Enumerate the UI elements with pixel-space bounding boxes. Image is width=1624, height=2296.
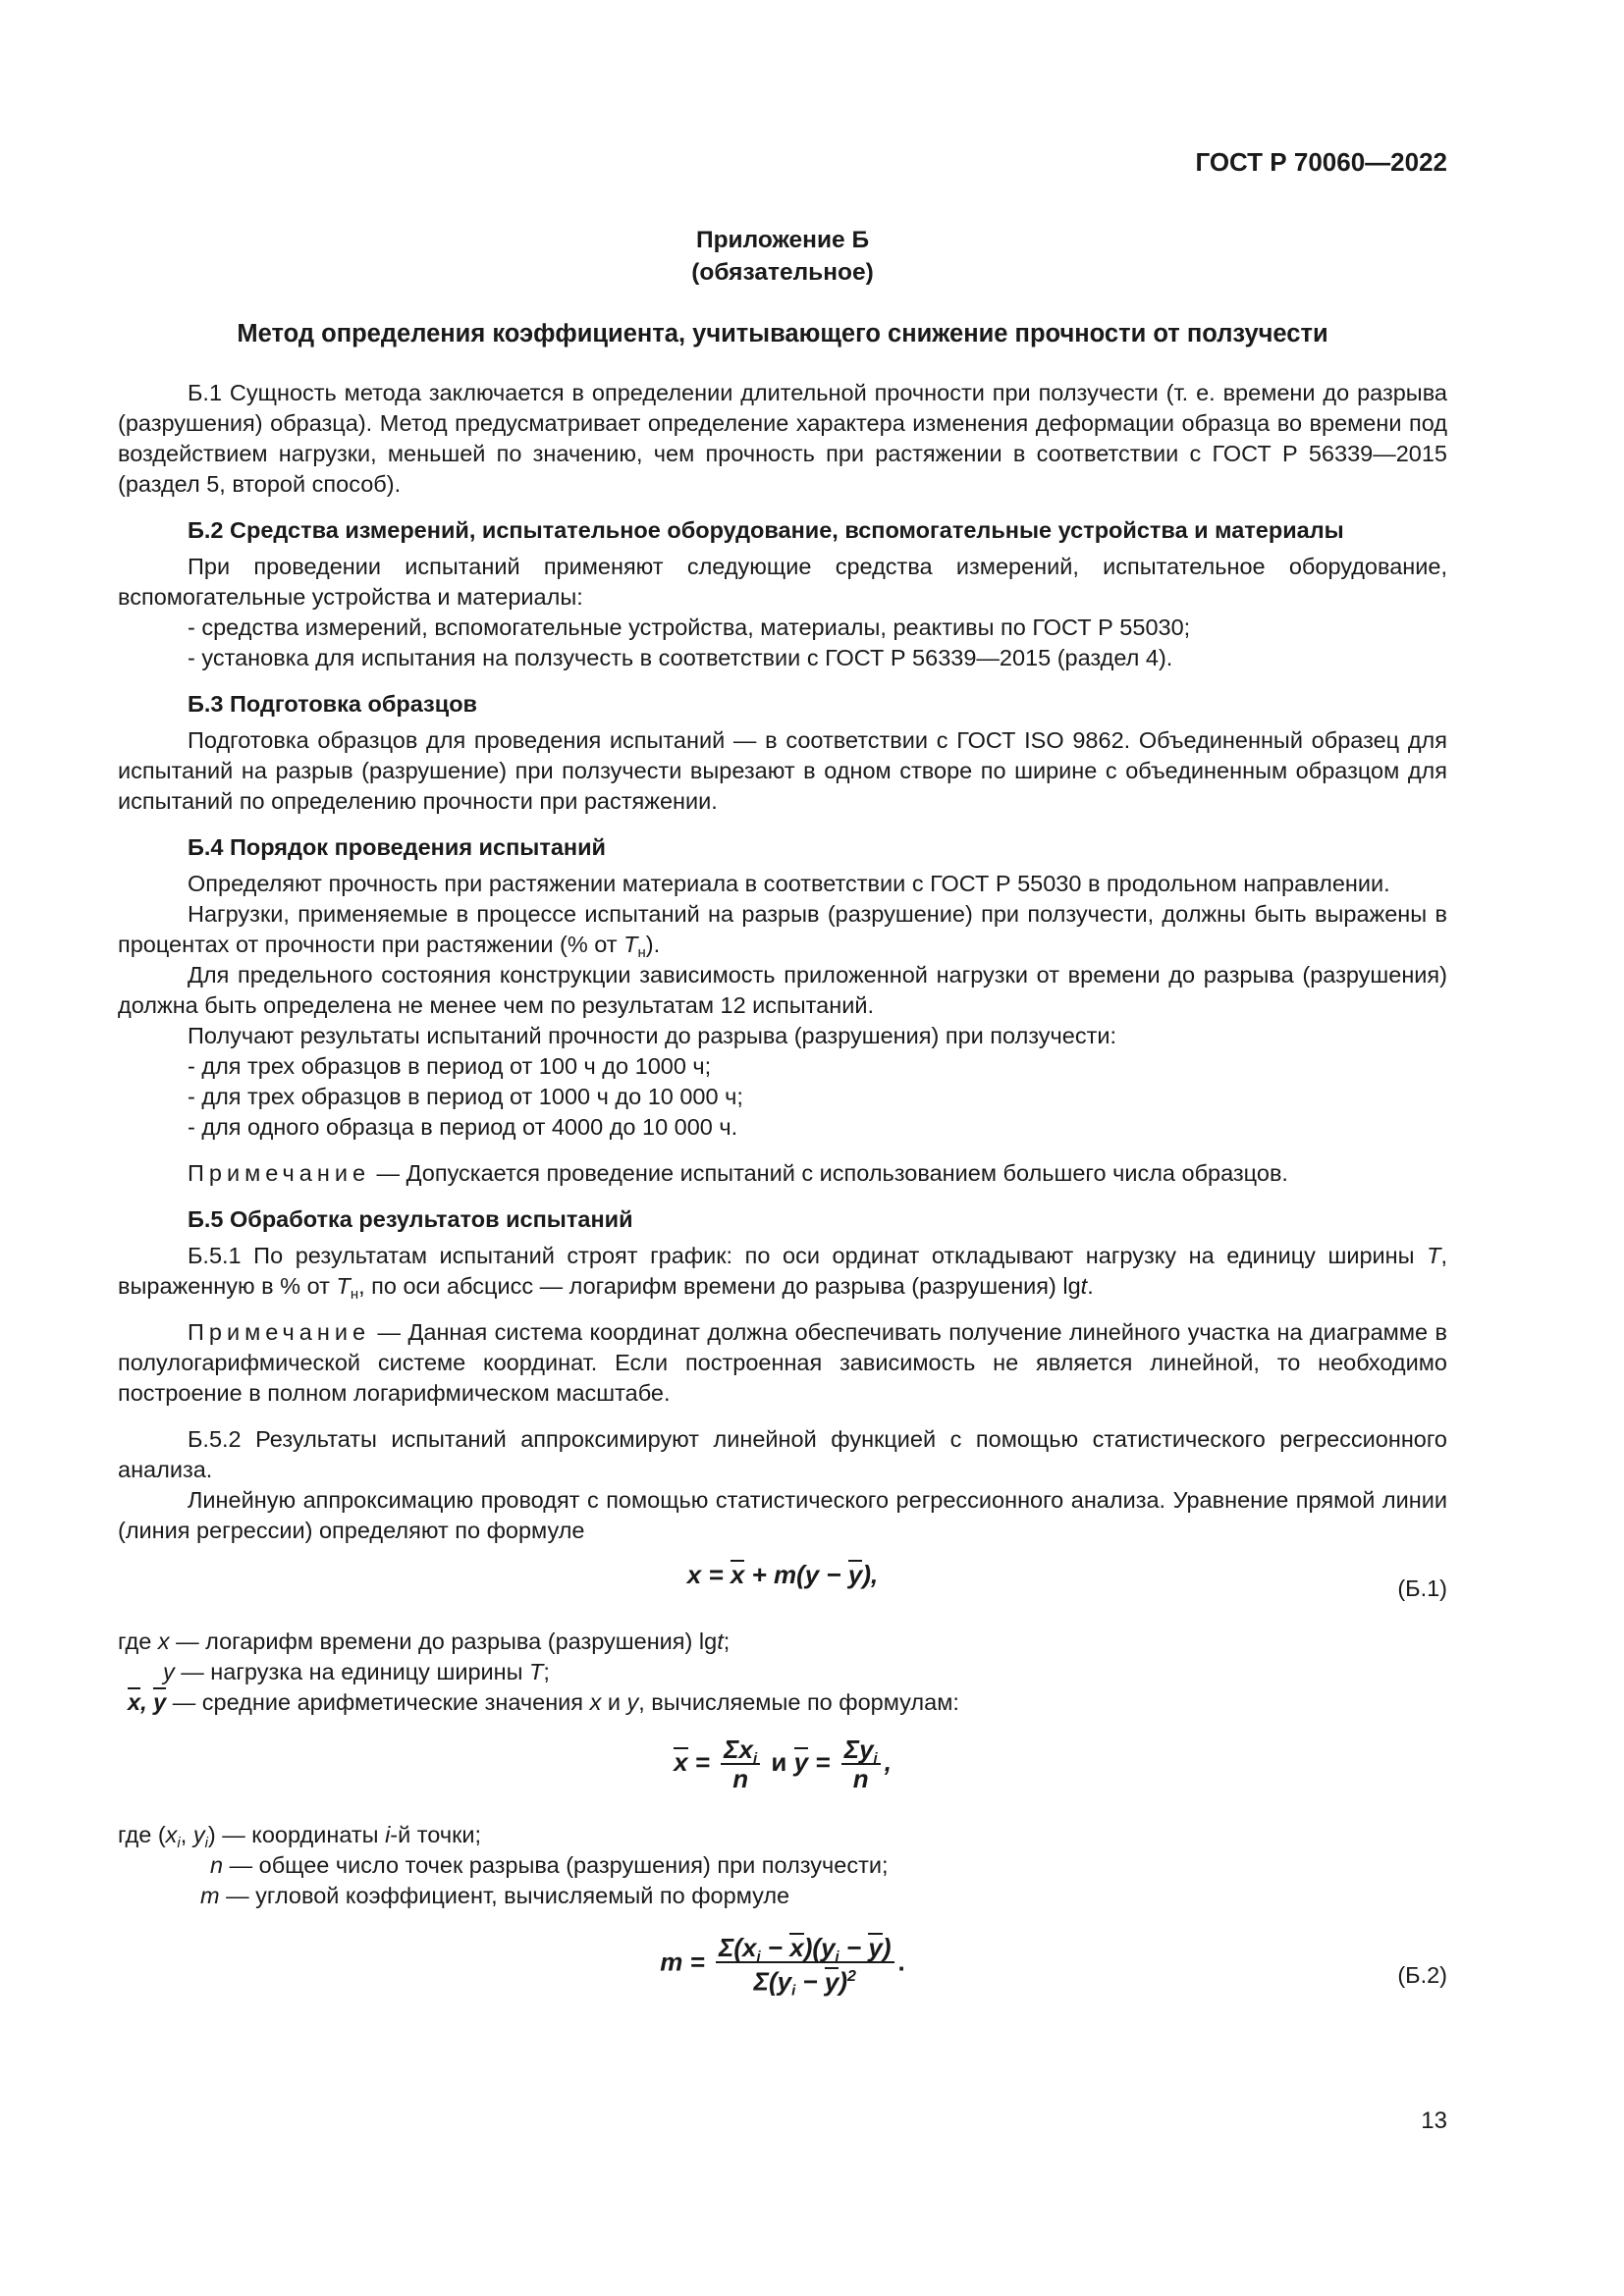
where-m: m — угловой коэффициент, вычисляемый по формуле [200, 1883, 790, 1908]
where-x: где x — логарифм времени до разрыва (разрушения) lgt; [118, 1629, 731, 1654]
where-y: y — нагрузка на единицу ширины T; [163, 1659, 550, 1684]
section-b4-note: Примечание — Допускается проведение испытаний с использованием большего числа образцов. [188, 1160, 1288, 1186]
section-b4-heading: Б.4 Порядок проведения испытаний [188, 834, 607, 860]
formula-means [118, 1726, 1447, 1814]
section-b3-heading: Б.3 Подготовка образцов [188, 691, 477, 717]
list-item: - средства измерений, вспомогательные устройства, материалы, реактивы по ГОСТ Р 55030; [188, 614, 1191, 640]
appendix-heading [118, 224, 1447, 289]
regression-equation: x = x + m(y − y), [686, 1560, 879, 1589]
formula-number: (Б.2) [1397, 1962, 1447, 1988]
section-b1-text: Б.1 Сущность метода заключается в определении длительной прочности при ползучести (т. е. времени до разрыва (разрушения) образца). Метод предусматривает определение характера изменения деформации образца во времени под воздействием нагрузки, меньшей по значению, чем прочность при растяжении в соответствии с ГОСТ Р 56339—2015 (раздел 5, второй способ). [118, 380, 1447, 497]
list-item: - для трех образцов в период от 1000 ч до 10 000 ч; [188, 1084, 743, 1109]
note-label: Примечание [188, 1160, 371, 1186]
method-title: Метод определения коэффициента, учитывающего снижение прочности от ползучести [237, 320, 1328, 347]
mean-equations: x = $\frac{\Sigma x_i}{n}$ и y = $\frac{\Sigma y_i}{n}$ , [674, 1735, 892, 1793]
where-coordinates: где ($x_i$, $y_i$) — координаты i-й точки; [118, 1822, 482, 1851]
slope-equation: m = $\frac{\Sigma(x_i - x)(y_i - y)}{\Sigma(y_i - y)^2}$ . [660, 1933, 905, 2000]
section-b5-heading: Б.5 Обработка результатов испытаний [188, 1206, 633, 1232]
section-b2-text: При проведении испытаний применяют следующие средства измерений, испытательное оборудование, вспомогательные устройства и материалы: [118, 554, 1447, 610]
list-item: - для одного образца в период от 4000 до 10 000 ч. [188, 1114, 738, 1140]
appendix-title: Приложение Б [695, 227, 870, 253]
section-b4-p1: Определяют прочность при растяжении материала в соответствии с ГОСТ Р 55030 в продольном направлении. [188, 871, 1390, 896]
section-b5-p2: Б.5.2 Результаты испытаний аппроксимируют линейной функцией с помощью статистического регрессионного анализа. [118, 1426, 1447, 1482]
note-label: Примечание [188, 1319, 371, 1345]
section-b2-heading: Б.2 Средства измерений, испытательное оборудование, вспомогательные устройства и материалы [188, 517, 1344, 543]
section-b5-note: Примечание — Данная система координат должна обеспечивать получение линейного участка на диаграмме в полулогарифмической системе координат. Если построенная зависимость не является линейной, то необходимо построение в полном логарифмическом масштабе. [118, 1319, 1447, 1406]
section-b4-p3: Для предельного состояния конструкции зависимость приложенной нагрузки от времени до разрыва (разрушения) должна быть определена не менее чем по результатам 12 испытаний. [118, 962, 1447, 1018]
section-b5-p1: Б.5.1 По результатам испытаний строят график: по оси ординат откладывают нагрузку на единицу ширины T, выраженную в % от $T_н$, по оси абсцисс — логарифм времени до разрыва (разрушения) lgt. [118, 1243, 1447, 1303]
appendix-status: (обязательное) [691, 259, 874, 286]
where-means: x, y — средние арифметические значения x и y, вычисляемые по формулам: [128, 1689, 959, 1715]
section-b4-p4: Получают результаты испытаний прочности до разрыва (разрушения) при ползучести: [188, 1023, 1117, 1048]
formula-b2 [118, 1925, 1447, 2023]
section-b4-p2: Нагрузки, применяемые в процессе испытаний на разрыв (разрушение) при ползучести, должны быть выражены в процентах от прочности при растяжении (% от $T_н$). [118, 901, 1447, 961]
document-page [118, 0, 1447, 2296]
document-header: ГОСТ Р 70060—2022 [1195, 147, 1447, 177]
where-n: n — общее число точек разрыва (разрушения) при ползучести; [210, 1852, 889, 1878]
list-item: - для трех образцов в период от 100 ч до 1000 ч; [188, 1053, 712, 1079]
page-number: 13 [1421, 2108, 1447, 2134]
formula-number: (Б.1) [1397, 1575, 1447, 1601]
section-b5-p3: Линейную аппроксимацию проводят с помощью статистического регрессионного анализа. Уравнение прямой линии (линия регрессии) определяют по формуле [118, 1487, 1447, 1543]
formula-b1 [118, 1554, 1447, 1613]
section-b3-text: Подготовка образцов для проведения испытаний — в соответствии с ГОСТ ISO 9862. Объединенный образец для испытаний на разрыв (разрушение) при ползучести вырезают в одном створе по ширине с объединенным образцом для испытаний по определению прочности при растяжении. [118, 727, 1447, 814]
document-body [118, 378, 1447, 2023]
list-item: - установка для испытания на ползучесть в соответствии с ГОСТ Р 56339—2015 (раздел 4). [188, 645, 1173, 670]
